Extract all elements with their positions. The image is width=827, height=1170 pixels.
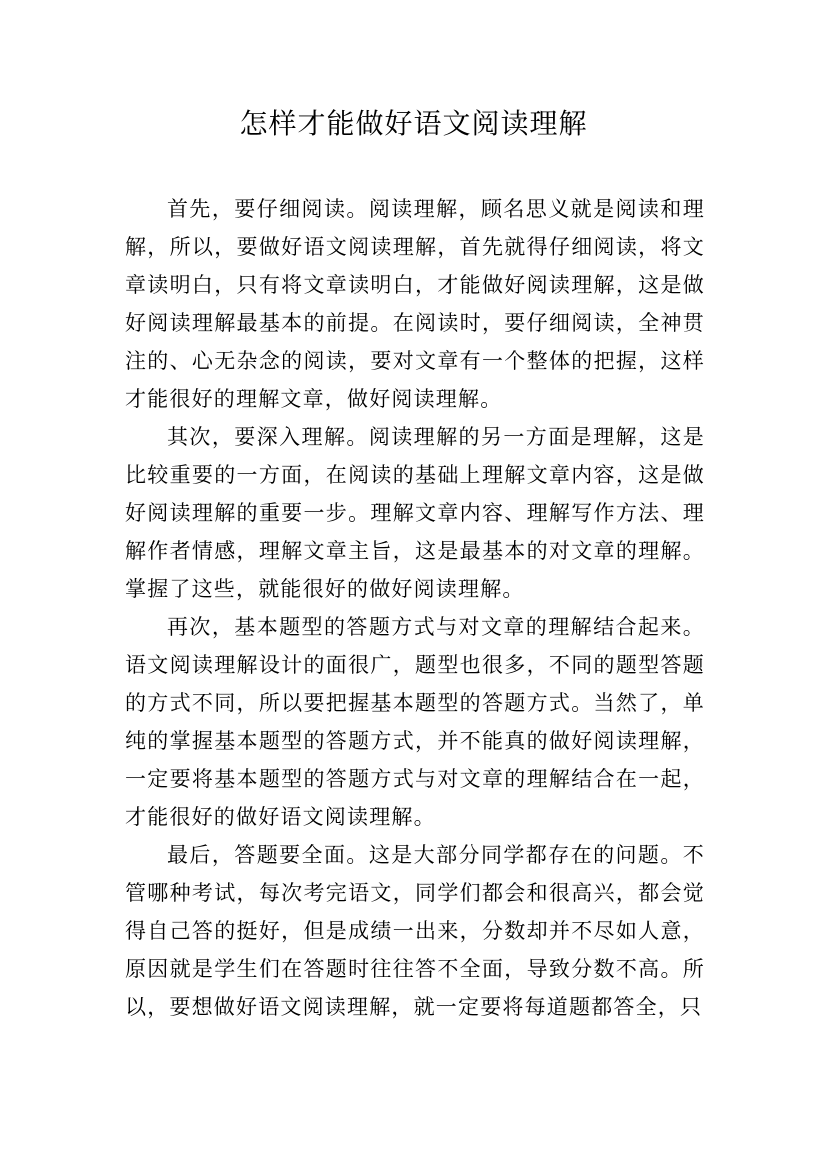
document-title: 怎样才能做好语文阅读理解: [239, 107, 588, 140]
paragraph-2: 其次，要深入理解。阅读理解的另一方面是理解，这是比较重要的一方面，在阅读的基础上理解文章内容，这是做好阅读理解的重要一步。理解文章内容、理解写作方法、理解作者情感，理解文章主旨，这是最基本的对文章的理解。掌握了这些，就能很好的做好阅读理解。: [125, 425, 705, 601]
paragraph-1: 首先，要仔细阅读。阅读理解，顾名思义就是阅读和理解，所以，要做好语文阅读理解，首先就得仔细阅读，将文章读明白，只有将文章读明白，才能做好阅读理解，这是做好阅读理解最基本的前提。在阅读时，要仔细阅读，全神贯注的、心无杂念的阅读，要对文章有一个整体的把握，这样才能很好的理解文章，做好阅读理解。: [125, 197, 705, 411]
document-body: [125, 190, 705, 1026]
paragraph-4: 最后，答题要全面。这是大部分同学都存在的问题。不管哪种考试，每次考完语文，同学们都会和很高兴，都会觉得自己答的挺好，但是成绩一出来，分数却并不尽如人意，原因就是学生们在答题时往往答不全面，导致分数不高。所以，要想做好语文阅读理解，就一定要将每道题都答全，只: [125, 843, 705, 1019]
paragraph-3: 再次，基本题型的答题方式与对文章的理解结合起来。语文阅读理解设计的面很广，题型也很多，不同的题型答题的方式不同，所以要把握基本题型的答题方式。当然了，单纯的掌握基本题型的答题方式，并不能真的做好阅读理解，一定要将基本题型的答题方式与对文章的理解结合在一起，才能很好的做好语文阅读理解。: [125, 615, 705, 829]
